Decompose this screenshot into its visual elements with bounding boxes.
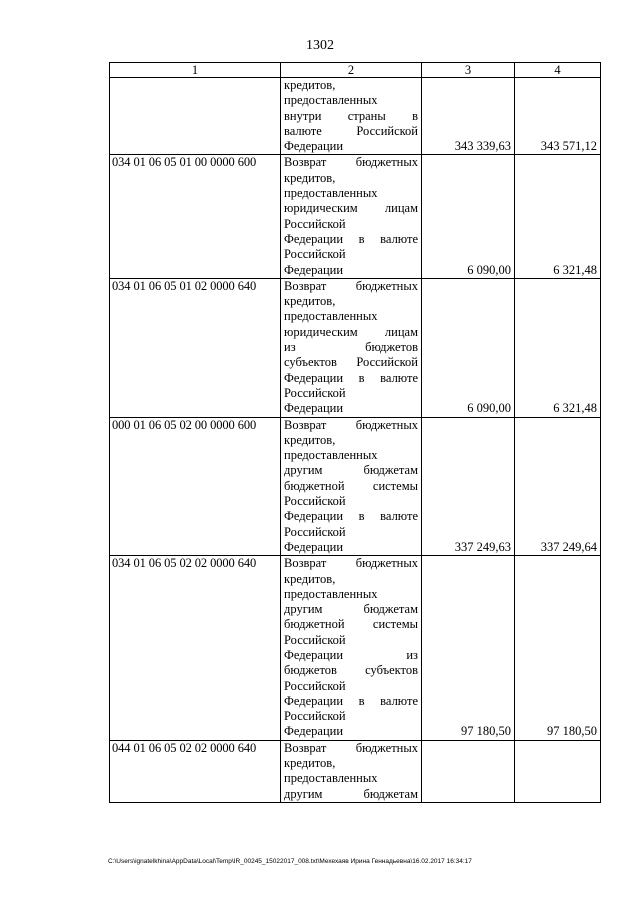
row-value-col3: 6 090,00 bbox=[422, 155, 515, 278]
description-line: Российской bbox=[284, 216, 346, 231]
row-value-col4: 97 180,50 bbox=[515, 556, 601, 741]
description-line: Федерации в валюте bbox=[284, 231, 418, 246]
description-line: Возврат бюджетных bbox=[284, 155, 418, 170]
description-line: бюджетной системы bbox=[284, 478, 418, 493]
description-line: Российской bbox=[284, 385, 346, 400]
row-value-col4: 343 571,12 bbox=[515, 78, 601, 155]
description-line: предоставленных bbox=[284, 309, 378, 324]
description-line: кредитов, bbox=[284, 432, 336, 447]
description-line: Возврат бюджетных bbox=[284, 417, 418, 432]
description-line: Федерации в валюте bbox=[284, 370, 418, 385]
description-line: Российской bbox=[284, 709, 346, 724]
row-value-col4: 6 321,48 bbox=[515, 155, 601, 278]
description-line: Возврат бюджетных bbox=[284, 278, 418, 293]
description-line: валюте Российской bbox=[284, 123, 418, 138]
row-description bbox=[281, 417, 422, 556]
description-line: Федерации bbox=[284, 724, 344, 739]
description-line: бюджетной системы bbox=[284, 617, 418, 632]
row-value-col3: 337 249,63 bbox=[422, 417, 515, 556]
row-description bbox=[281, 740, 422, 802]
row-value-col3 bbox=[422, 740, 515, 802]
description-line: Российской bbox=[284, 678, 346, 693]
description-line: Федерации bbox=[284, 139, 344, 154]
row-value-col4: 6 321,48 bbox=[515, 278, 601, 417]
description-line: другим бюджетам bbox=[284, 463, 418, 478]
description-line: Федерации bbox=[284, 262, 344, 277]
budget-table bbox=[109, 62, 601, 803]
table-row bbox=[110, 417, 601, 556]
description-line: предоставленных bbox=[284, 186, 378, 201]
header-col-1: 1 bbox=[110, 63, 281, 78]
row-code: 034 01 06 05 01 00 0000 600 bbox=[110, 155, 281, 278]
description-line: кредитов, bbox=[284, 78, 336, 92]
header-col-3: 3 bbox=[422, 63, 515, 78]
description-line: Федерации в валюте bbox=[284, 509, 418, 524]
description-line: предоставленных bbox=[284, 771, 378, 786]
description-line: кредитов, bbox=[284, 294, 336, 309]
description-line: из бюджетов bbox=[284, 340, 418, 355]
row-value-col3: 6 090,00 bbox=[422, 278, 515, 417]
description-line: Возврат бюджетных bbox=[284, 740, 418, 755]
row-code: 034 01 06 05 01 02 0000 640 bbox=[110, 278, 281, 417]
row-code bbox=[110, 78, 281, 155]
description-line: Федерации из bbox=[284, 647, 418, 662]
description-line: бюджетов субъектов bbox=[284, 663, 418, 678]
description-line: Федерации в валюте bbox=[284, 693, 418, 708]
description-line: Российской bbox=[284, 247, 346, 262]
row-code: 000 01 06 05 02 00 0000 600 bbox=[110, 417, 281, 556]
row-value-col3: 97 180,50 bbox=[422, 556, 515, 741]
header-col-2: 2 bbox=[281, 63, 422, 78]
description-line: кредитов, bbox=[284, 571, 336, 586]
row-value-col4 bbox=[515, 740, 601, 802]
description-line: кредитов, bbox=[284, 170, 336, 185]
row-description bbox=[281, 278, 422, 417]
table-row bbox=[110, 278, 601, 417]
description-line: предоставленных bbox=[284, 448, 378, 463]
description-line: предоставленных bbox=[284, 93, 378, 108]
description-line: Российской bbox=[284, 632, 346, 647]
description-line: другим бюджетам bbox=[284, 786, 418, 801]
table-row bbox=[110, 155, 601, 278]
description-line: кредитов, bbox=[284, 756, 336, 771]
footer-file-path: C:\Users\ignatelkhina\AppData\Local\Temp\IR_00245_15022017_008.txt\Мехехаяв Ирина Геннадьевна\16.02.2017 16:34:17 bbox=[108, 858, 472, 865]
description-line: субъектов Российской bbox=[284, 355, 418, 370]
row-code: 044 01 06 05 02 02 0000 640 bbox=[110, 740, 281, 802]
description-line: Российской bbox=[284, 524, 346, 539]
table-header-row bbox=[110, 63, 601, 78]
header-col-4: 4 bbox=[515, 63, 601, 78]
row-description bbox=[281, 556, 422, 741]
description-line: Федерации bbox=[284, 401, 344, 416]
page-number: 1302 bbox=[306, 38, 334, 53]
description-line: Федерации bbox=[284, 539, 344, 554]
row-description bbox=[281, 78, 422, 155]
description-line: другим бюджетам bbox=[284, 602, 418, 617]
row-description bbox=[281, 155, 422, 278]
description-line: предоставленных bbox=[284, 586, 378, 601]
description-line: юридическим лицам bbox=[284, 324, 418, 339]
row-value-col4: 337 249,64 bbox=[515, 417, 601, 556]
description-line: Российской bbox=[284, 494, 346, 509]
description-line: внутри страны в bbox=[284, 108, 418, 123]
description-line: Возврат бюджетных bbox=[284, 556, 418, 571]
table-row bbox=[110, 556, 601, 741]
description-line: юридическим лицам bbox=[284, 201, 418, 216]
row-value-col3: 343 339,63 bbox=[422, 78, 515, 155]
table-row bbox=[110, 78, 601, 155]
row-code: 034 01 06 05 02 02 0000 640 bbox=[110, 556, 281, 741]
table-row bbox=[110, 740, 601, 802]
